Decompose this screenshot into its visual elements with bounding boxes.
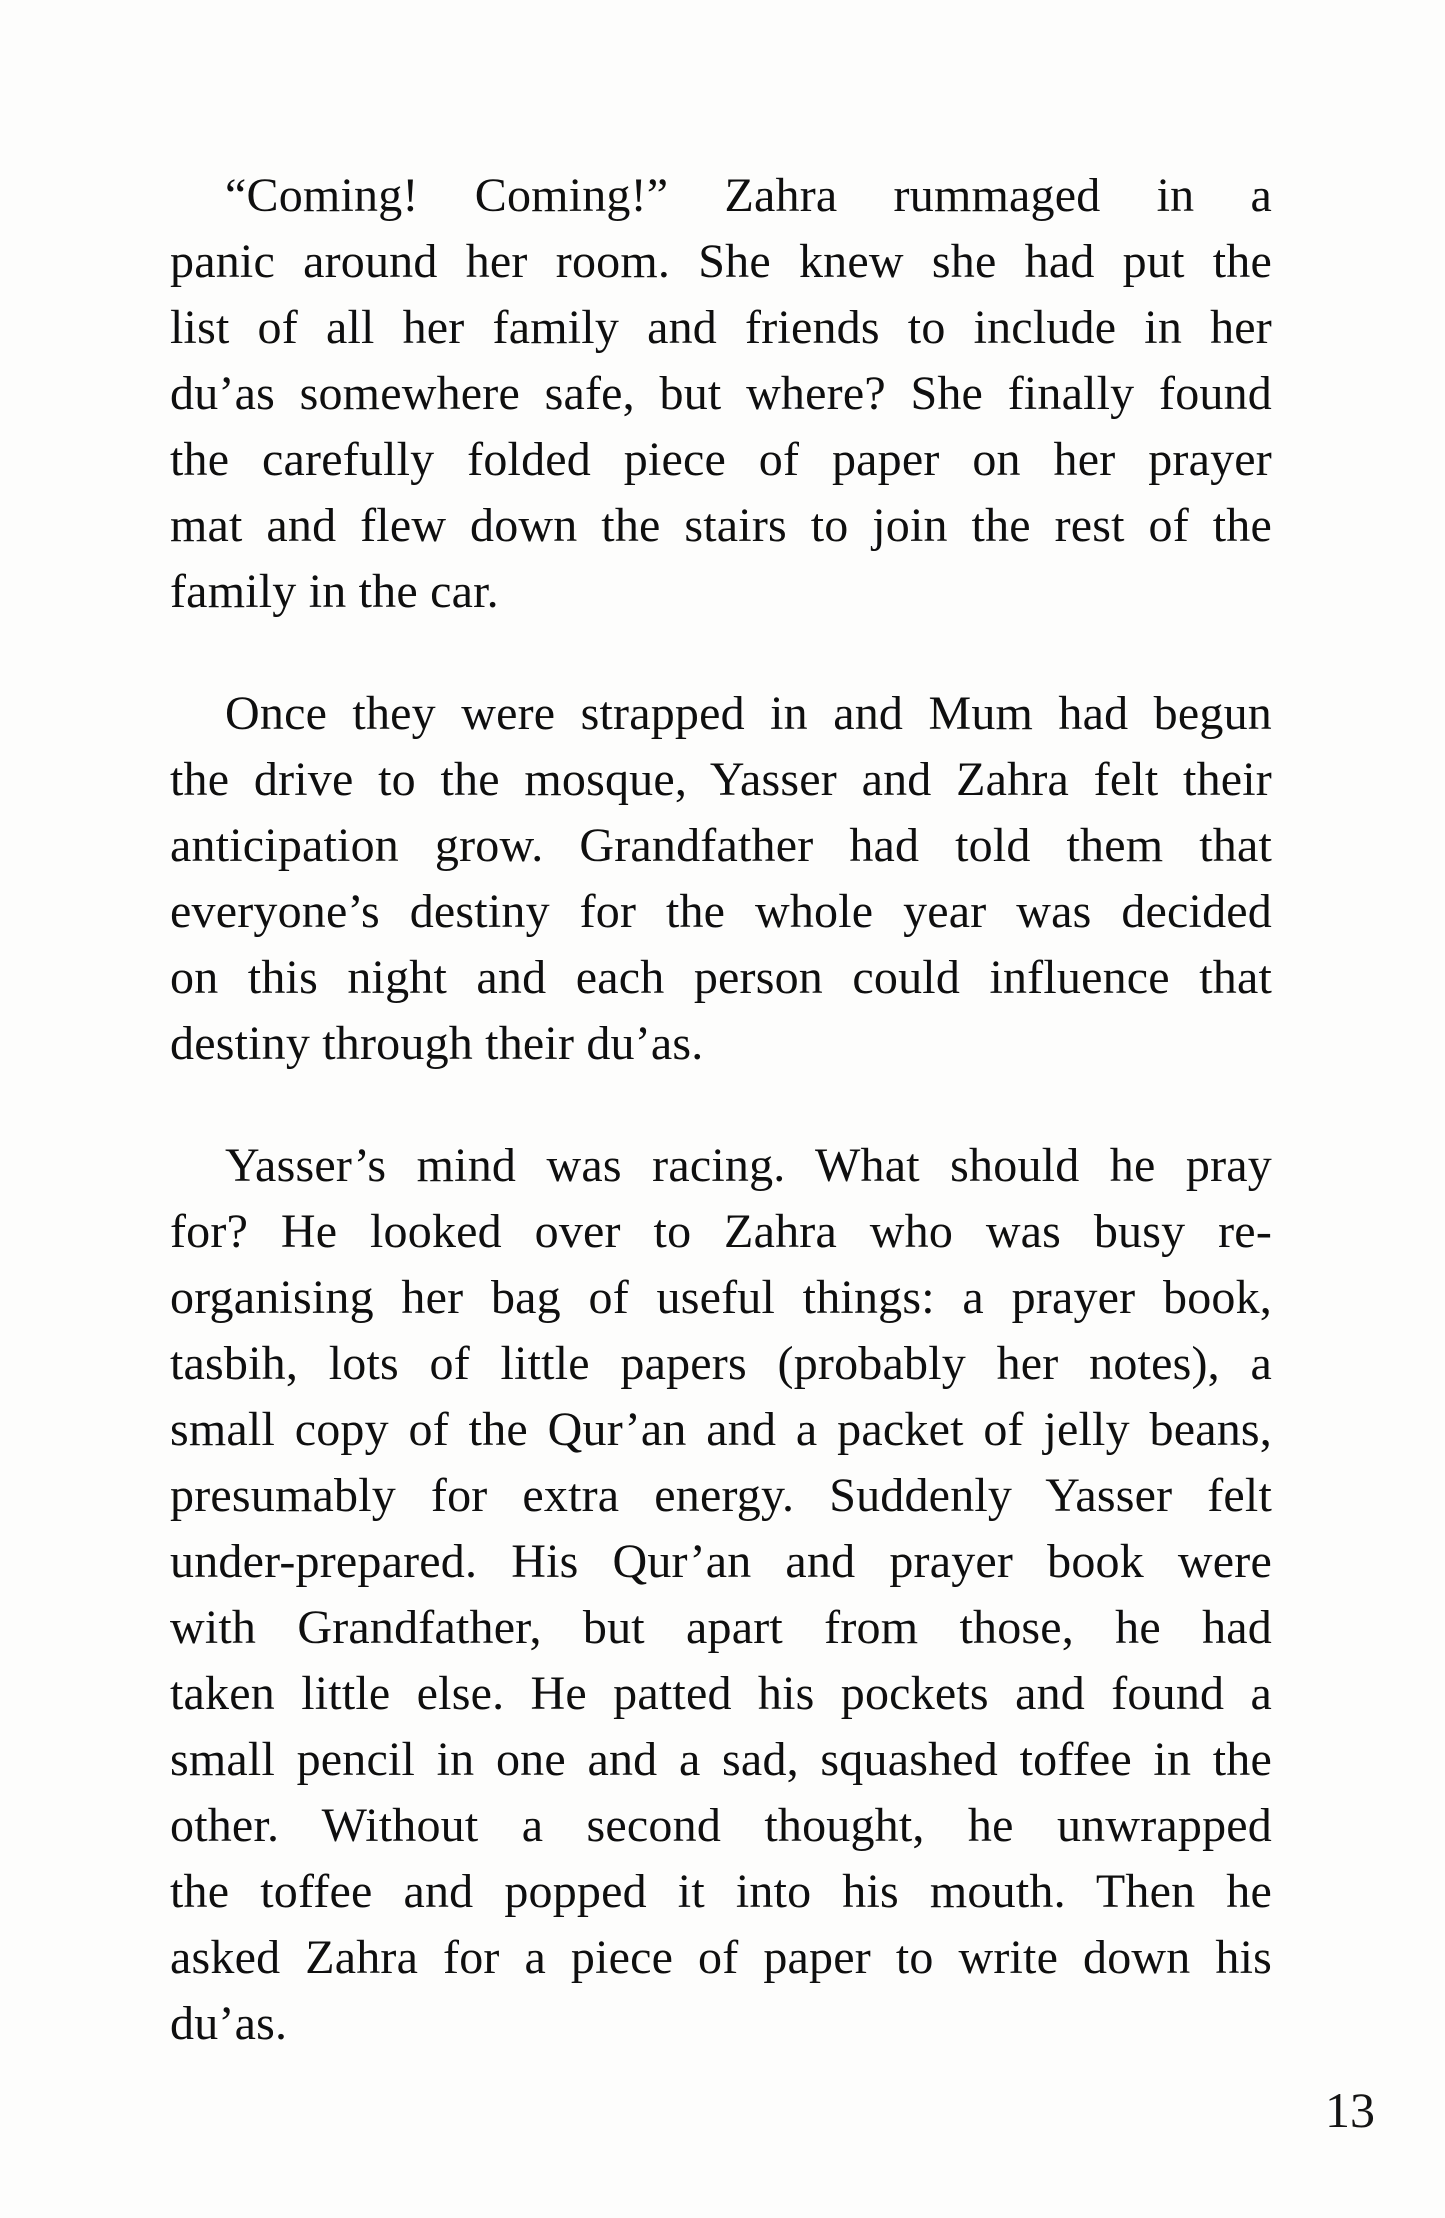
text-line: under-prepared. His Qur’an and prayer book were	[170, 1535, 1272, 1588]
text-line: small copy of the Qur’an and a packet of jelly beans,	[170, 1403, 1272, 1456]
text-line: on this night and each person could influence that	[170, 951, 1272, 1004]
text-line: panic around her room. She knew she had put the	[170, 235, 1272, 288]
text-line: du’as somewhere safe, but where? She finally found	[170, 367, 1272, 420]
page-number: 13	[1325, 2082, 1375, 2138]
text-line: taken little else. He patted his pockets and found a	[170, 1667, 1272, 1720]
text-line: Once they were strapped in and Mum had begun	[225, 687, 1272, 740]
text-line: everyone’s destiny for the whole year was decided	[170, 885, 1272, 938]
text-line: with Grandfather, but apart from those, he had	[170, 1601, 1272, 1654]
story-paragraph	[170, 681, 1272, 1077]
story-paragraph	[170, 163, 1272, 625]
text-line: mat and flew down the stairs to join the rest of the	[170, 499, 1272, 552]
text-line: the toffee and popped it into his mouth. Then he	[170, 1865, 1272, 1918]
text-line: asked Zahra for a piece of paper to write down his	[170, 1931, 1272, 1984]
text-line: Yasser’s mind was racing. What should he pray	[225, 1139, 1272, 1192]
text-line: tasbih, lots of little papers (probably her notes), a	[170, 1337, 1272, 1390]
text-line: anticipation grow. Grandfather had told them that	[170, 819, 1272, 872]
text-line: destiny through their du’as.	[170, 1017, 704, 1070]
text-line: the carefully folded piece of paper on her prayer	[170, 433, 1272, 486]
text-line: the drive to the mosque, Yasser and Zahra felt their	[170, 753, 1272, 806]
text-line: for? He looked over to Zahra who was busy re-	[170, 1205, 1272, 1258]
text-line: du’as.	[170, 1997, 288, 2050]
text-line: presumably for extra energy. Suddenly Yasser felt	[170, 1469, 1272, 1522]
text-block	[170, 163, 1272, 2057]
text-line: family in the car.	[170, 565, 499, 618]
text-line: organising her bag of useful things: a prayer book,	[170, 1271, 1272, 1324]
text-line: other. Without a second thought, he unwrapped	[170, 1799, 1272, 1852]
text-line: small pencil in one and a sad, squashed toffee in the	[170, 1733, 1272, 1786]
text-line: list of all her family and friends to include in her	[170, 301, 1272, 354]
text-line: “Coming! Coming!” Zahra rummaged in a	[225, 169, 1272, 222]
story-paragraph	[170, 1133, 1272, 2057]
